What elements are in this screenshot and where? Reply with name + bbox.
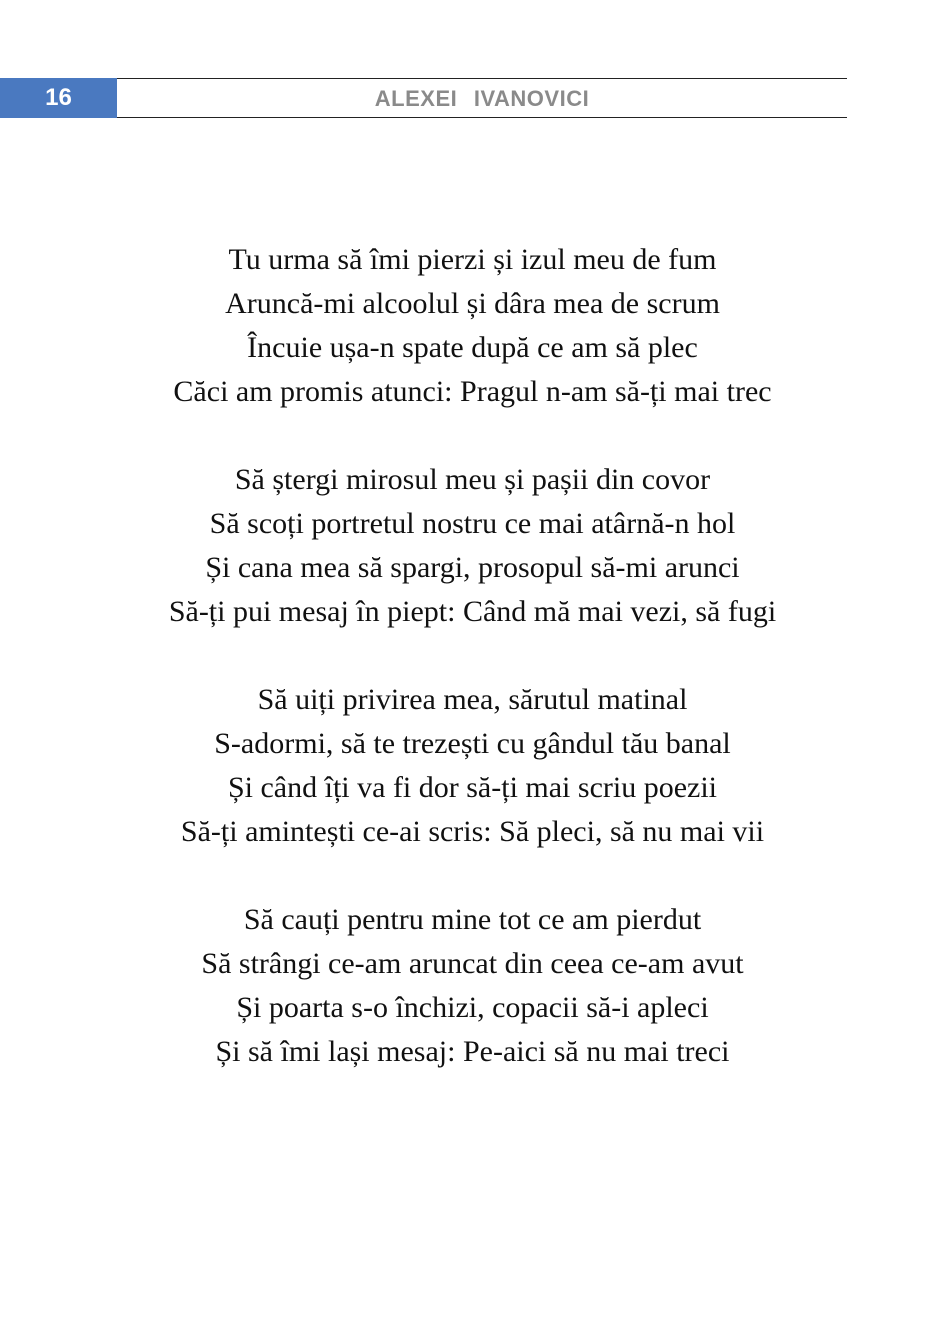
poem-line: Încuie ușa-n spate după ce am să plec (247, 331, 698, 364)
poem-line: Tu urma să îmi pierzi și izul meu de fum (228, 243, 717, 276)
poem-line: Să cauți pentru mine tot ce am pierdut (243, 903, 702, 936)
poem-line: Și când îți va fi dor să-ți mai scriu poezii (227, 771, 718, 804)
poem-body (0, 238, 945, 1118)
stanza-3 (0, 678, 945, 854)
poem-line: Să uiți privirea mea, sărutul matinal (257, 683, 688, 716)
stanza-2 (0, 458, 945, 634)
poem-line: Să strângi ce-am aruncat din ceea ce-am avut (201, 947, 744, 980)
poem-line: Să-ți pui mesaj în piept: Când mă mai vezi, să fugi (168, 595, 777, 628)
stanza-1 (0, 238, 945, 414)
poem-line: Să ștergi mirosul meu și pașii din covor (234, 463, 711, 496)
poem-line: Să scoți portretul nostru ce mai atârnă-n hol (209, 507, 736, 540)
poem-line: Și cana mea să spargi, prosopul să-mi arunci (205, 551, 740, 584)
poem-line: Și să îmi lași mesaj: Pe-aici să nu mai treci (215, 1035, 730, 1068)
poem-line: Și poarta s-o închizi, copacii să-i apleci (236, 991, 709, 1024)
poem-line: Aruncă-mi alcoolul și dâra mea de scrum (225, 287, 720, 320)
poem-line: Să-ți amintești ce-ai scris: Să pleci, să nu mai vii (180, 815, 765, 848)
page-number: 16 (0, 78, 117, 118)
running-header-author: ALEXEI IVANOVICI (374, 86, 590, 111)
stanza-4 (0, 898, 945, 1074)
poem-line: S-adormi, să te trezești cu gândul tău banal (214, 727, 731, 760)
poem-line: Căci am promis atunci: Pragul n-am să-ți mai trec (173, 375, 772, 408)
